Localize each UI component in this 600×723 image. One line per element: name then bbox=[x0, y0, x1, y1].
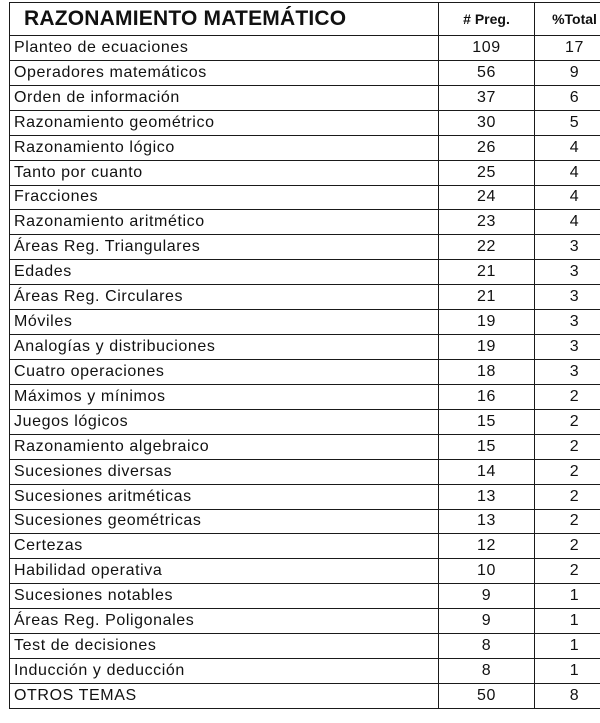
header-percent-total: %Total bbox=[535, 3, 600, 36]
topic-cell: Test de decisiones bbox=[10, 634, 439, 659]
question-count-cell: 10 bbox=[439, 559, 535, 584]
topic-cell: Operadores matemáticos bbox=[10, 60, 439, 85]
question-count-cell: 56 bbox=[439, 60, 535, 85]
table-row bbox=[10, 459, 600, 484]
topic-cell: Certezas bbox=[10, 534, 439, 559]
header-topic: RAZONAMIENTO MATEMÁTICO bbox=[10, 3, 439, 36]
question-count-cell: 9 bbox=[439, 584, 535, 609]
percent-total-cell: 8 bbox=[535, 683, 600, 708]
percent-total-cell: 2 bbox=[535, 409, 600, 434]
percent-total-cell: 2 bbox=[535, 384, 600, 409]
topic-cell: Juegos lógicos bbox=[10, 409, 439, 434]
topic-cell: Inducción y deducción bbox=[10, 659, 439, 684]
question-count-cell: 30 bbox=[439, 110, 535, 135]
table-row bbox=[10, 210, 600, 235]
topic-cell: Sucesiones geométricas bbox=[10, 509, 439, 534]
percent-total-cell: 1 bbox=[535, 609, 600, 634]
topic-cell: Sucesiones notables bbox=[10, 584, 439, 609]
topic-cell: Sucesiones diversas bbox=[10, 459, 439, 484]
question-count-cell: 24 bbox=[439, 185, 535, 210]
question-count-cell: 22 bbox=[439, 235, 535, 260]
table-row bbox=[10, 36, 600, 61]
percent-total-cell: 1 bbox=[535, 659, 600, 684]
table-row bbox=[10, 384, 600, 409]
table-row bbox=[10, 634, 600, 659]
table-row bbox=[10, 285, 600, 310]
table-row bbox=[10, 609, 600, 634]
question-count-cell: 12 bbox=[439, 534, 535, 559]
percent-total-cell: 5 bbox=[535, 110, 600, 135]
question-count-cell: 50 bbox=[439, 683, 535, 708]
question-count-cell: 21 bbox=[439, 285, 535, 310]
topic-cell: Áreas Reg. Circulares bbox=[10, 285, 439, 310]
table-row bbox=[10, 185, 600, 210]
question-count-cell: 37 bbox=[439, 85, 535, 110]
question-count-cell: 21 bbox=[439, 260, 535, 285]
table-row bbox=[10, 484, 600, 509]
percent-total-cell: 3 bbox=[535, 310, 600, 335]
topic-cell: Orden de información bbox=[10, 85, 439, 110]
topic-cell: Razonamiento geométrico bbox=[10, 110, 439, 135]
table-row bbox=[10, 335, 600, 360]
table-row bbox=[10, 434, 600, 459]
percent-total-cell: 1 bbox=[535, 584, 600, 609]
header-question-count: # Preg. bbox=[439, 3, 535, 36]
table-row bbox=[10, 110, 600, 135]
question-count-cell: 15 bbox=[439, 409, 535, 434]
table-row bbox=[10, 310, 600, 335]
topic-cell: Habilidad operativa bbox=[10, 559, 439, 584]
question-count-cell: 109 bbox=[439, 36, 535, 61]
topic-cell: Áreas Reg. Triangulares bbox=[10, 235, 439, 260]
topic-cell: Fracciones bbox=[10, 185, 439, 210]
question-count-cell: 26 bbox=[439, 135, 535, 160]
table-row bbox=[10, 559, 600, 584]
table-body bbox=[10, 36, 600, 709]
table-row bbox=[10, 659, 600, 684]
question-count-cell: 18 bbox=[439, 359, 535, 384]
percent-total-cell: 2 bbox=[535, 484, 600, 509]
percent-total-cell: 17 bbox=[535, 36, 600, 61]
question-count-cell: 19 bbox=[439, 310, 535, 335]
topic-cell: Móviles bbox=[10, 310, 439, 335]
question-count-cell: 13 bbox=[439, 509, 535, 534]
table-row bbox=[10, 60, 600, 85]
question-count-cell: 8 bbox=[439, 634, 535, 659]
topic-cell: Áreas Reg. Poligonales bbox=[10, 609, 439, 634]
topic-cell: Máximos y mínimos bbox=[10, 384, 439, 409]
percent-total-cell: 6 bbox=[535, 85, 600, 110]
table-row bbox=[10, 160, 600, 185]
percent-total-cell: 3 bbox=[535, 235, 600, 260]
topic-cell: OTROS TEMAS bbox=[10, 683, 439, 708]
table-row bbox=[10, 85, 600, 110]
table-row bbox=[10, 683, 600, 708]
percent-total-cell: 2 bbox=[535, 459, 600, 484]
percent-total-cell: 4 bbox=[535, 210, 600, 235]
percent-total-cell: 3 bbox=[535, 285, 600, 310]
percent-total-cell: 2 bbox=[535, 559, 600, 584]
topic-cell: Razonamiento aritmético bbox=[10, 210, 439, 235]
percent-total-cell: 2 bbox=[535, 534, 600, 559]
question-count-cell: 25 bbox=[439, 160, 535, 185]
percent-total-cell: 4 bbox=[535, 185, 600, 210]
topic-cell: Cuatro operaciones bbox=[10, 359, 439, 384]
question-count-cell: 16 bbox=[439, 384, 535, 409]
question-count-cell: 19 bbox=[439, 335, 535, 360]
question-count-cell: 23 bbox=[439, 210, 535, 235]
topic-cell: Edades bbox=[10, 260, 439, 285]
percent-total-cell: 4 bbox=[535, 160, 600, 185]
percent-total-cell: 4 bbox=[535, 135, 600, 160]
table-row bbox=[10, 235, 600, 260]
topic-cell: Analogías y distribuciones bbox=[10, 335, 439, 360]
table-row bbox=[10, 534, 600, 559]
percent-total-cell: 3 bbox=[535, 359, 600, 384]
table-row bbox=[10, 359, 600, 384]
table-row bbox=[10, 135, 600, 160]
question-count-cell: 14 bbox=[439, 459, 535, 484]
table-row bbox=[10, 509, 600, 534]
header-row bbox=[10, 3, 600, 36]
table-row bbox=[10, 584, 600, 609]
percent-total-cell: 2 bbox=[535, 434, 600, 459]
question-count-cell: 13 bbox=[439, 484, 535, 509]
percent-total-cell: 3 bbox=[535, 335, 600, 360]
question-count-cell: 9 bbox=[439, 609, 535, 634]
topics-table bbox=[9, 2, 600, 709]
topic-cell: Sucesiones aritméticas bbox=[10, 484, 439, 509]
table-row bbox=[10, 260, 600, 285]
percent-total-cell: 1 bbox=[535, 634, 600, 659]
topic-cell: Razonamiento lógico bbox=[10, 135, 439, 160]
topic-cell: Tanto por cuanto bbox=[10, 160, 439, 185]
question-count-cell: 8 bbox=[439, 659, 535, 684]
percent-total-cell: 2 bbox=[535, 509, 600, 534]
percent-total-cell: 9 bbox=[535, 60, 600, 85]
percent-total-cell: 3 bbox=[535, 260, 600, 285]
table-row bbox=[10, 409, 600, 434]
topic-cell: Planteo de ecuaciones bbox=[10, 36, 439, 61]
question-count-cell: 15 bbox=[439, 434, 535, 459]
topic-cell: Razonamiento algebraico bbox=[10, 434, 439, 459]
